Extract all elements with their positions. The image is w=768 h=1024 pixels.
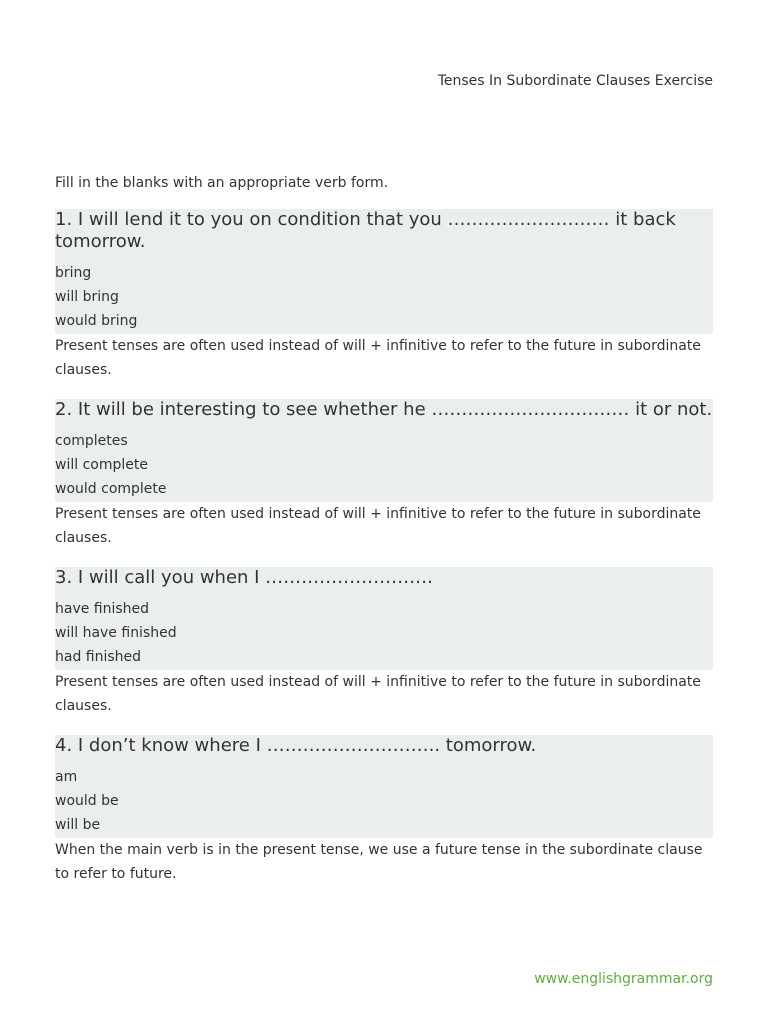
site-link[interactable]: www.englishgrammar.org: [534, 971, 713, 987]
answer-option[interactable]: had finished: [55, 649, 142, 665]
question-4: [55, 735, 713, 886]
answer-option[interactable]: will complete: [55, 457, 148, 473]
answer-option[interactable]: will have finished: [55, 625, 177, 641]
instructions: Fill in the blanks with an appropriate verb form.: [55, 175, 389, 191]
answer-option[interactable]: would complete: [55, 481, 167, 497]
answer-option[interactable]: will bring: [55, 289, 119, 305]
question-text: 2. It will be interesting to see whether he …………………………… it or not.: [55, 399, 713, 420]
question-box: [55, 567, 713, 670]
answer-option[interactable]: will be: [55, 817, 101, 833]
question-2: [55, 399, 713, 550]
answer-option[interactable]: have finished: [55, 601, 150, 617]
question-box: [55, 399, 713, 502]
answer-explanation: When the main verb is in the present tense, we use a future tense in the subordinate clause to refer to future.: [55, 842, 703, 882]
question-text: 1. I will lend it to you on condition that you ……………………… it back tomorrow.: [55, 209, 676, 252]
answer-option[interactable]: am: [55, 769, 78, 785]
answer-explanation: Present tenses are often used instead of will + infinitive to refer to the future in subordinate clauses.: [55, 338, 701, 378]
exercise-content: [55, 174, 713, 903]
answer-explanation: Present tenses are often used instead of will + infinitive to refer to the future in subordinate clauses.: [55, 506, 701, 546]
question-1: [55, 209, 713, 382]
answer-option[interactable]: completes: [55, 433, 128, 449]
answer-option[interactable]: would be: [55, 793, 119, 809]
question-text: 3. I will call you when I ……………………….: [55, 567, 433, 588]
question-box: [55, 735, 713, 838]
answer-option[interactable]: bring: [55, 265, 92, 281]
question-text: 4. I don’t know where I ……………………….. tomorrow.: [55, 735, 537, 756]
question-3: [55, 567, 713, 718]
answer-explanation: Present tenses are often used instead of will + infinitive to refer to the future in subordinate clauses.: [55, 674, 701, 714]
question-box: [55, 209, 713, 334]
answer-option[interactable]: would bring: [55, 313, 138, 329]
page-header: Tenses In Subordinate Clauses Exercise: [437, 73, 713, 89]
